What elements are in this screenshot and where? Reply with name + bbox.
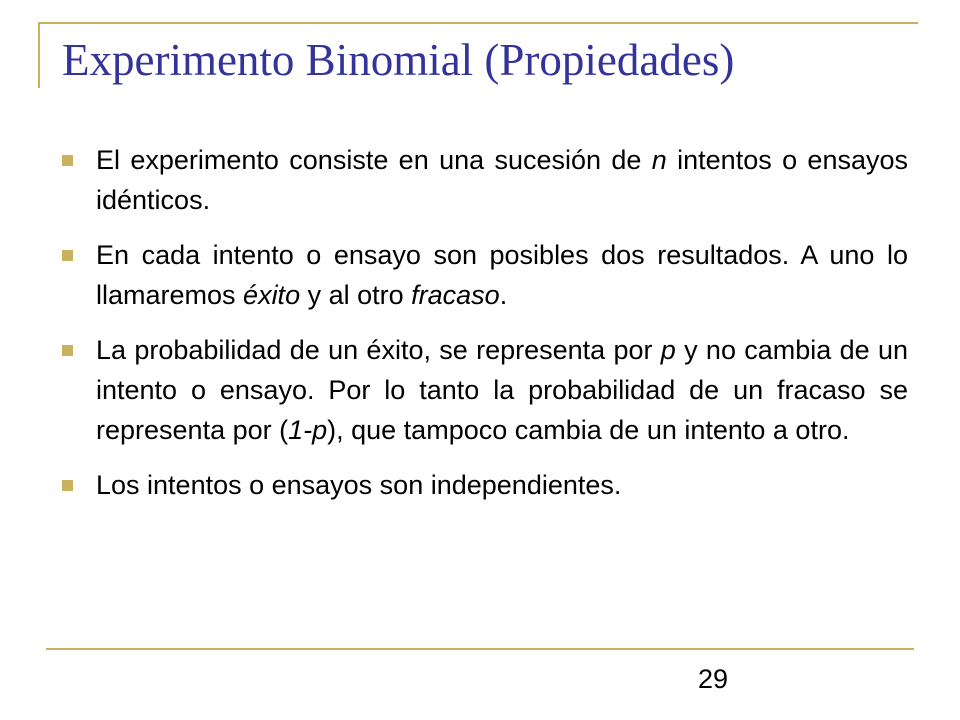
text-run: y al otro [300, 280, 412, 310]
bullet-list [62, 140, 908, 520]
italic-run: p [660, 335, 676, 365]
top-rule [38, 22, 918, 24]
text-run: El experimento consiste en una sucesión de [96, 145, 652, 175]
italic-run: éxito [243, 280, 301, 310]
bullet-item [62, 235, 908, 315]
square-bullet-icon [62, 250, 73, 261]
bottom-rule [46, 648, 914, 650]
bullet-item [62, 465, 908, 505]
italic-run: n [651, 145, 667, 175]
bullet-item [62, 140, 908, 220]
text-run: ), que tampoco cambia de un intento a otro. [327, 415, 850, 445]
text-run: En cada intento o ensayo son posibles dos resultados. A uno lo llamaremos [96, 240, 908, 310]
text-run: Los intentos o ensayos son independientes. [96, 470, 622, 500]
square-bullet-icon [62, 345, 73, 356]
text-run: La probabilidad de un éxito, se representa por [96, 335, 661, 365]
bullet-text [96, 140, 908, 220]
slide-title: Experimento Binomial (Propiedades) [62, 35, 735, 85]
square-bullet-icon [62, 480, 73, 491]
square-bullet-icon [62, 155, 73, 166]
text-run: . [499, 280, 508, 310]
bullet-item [62, 330, 908, 450]
bullet-text [96, 235, 908, 315]
text-run: y no cambia de un intento o ensayo. Por lo tanto la probabilidad de un fracaso se representa por ( [96, 335, 908, 445]
italic-run: fracaso [411, 280, 500, 310]
bullet-text [96, 465, 908, 505]
slide-number: 29 [698, 664, 729, 694]
left-rule [38, 22, 40, 88]
italic-run: 1-p [288, 415, 328, 445]
text-run: intentos o ensayos idénticos. [96, 145, 908, 215]
bullet-text [96, 330, 908, 450]
